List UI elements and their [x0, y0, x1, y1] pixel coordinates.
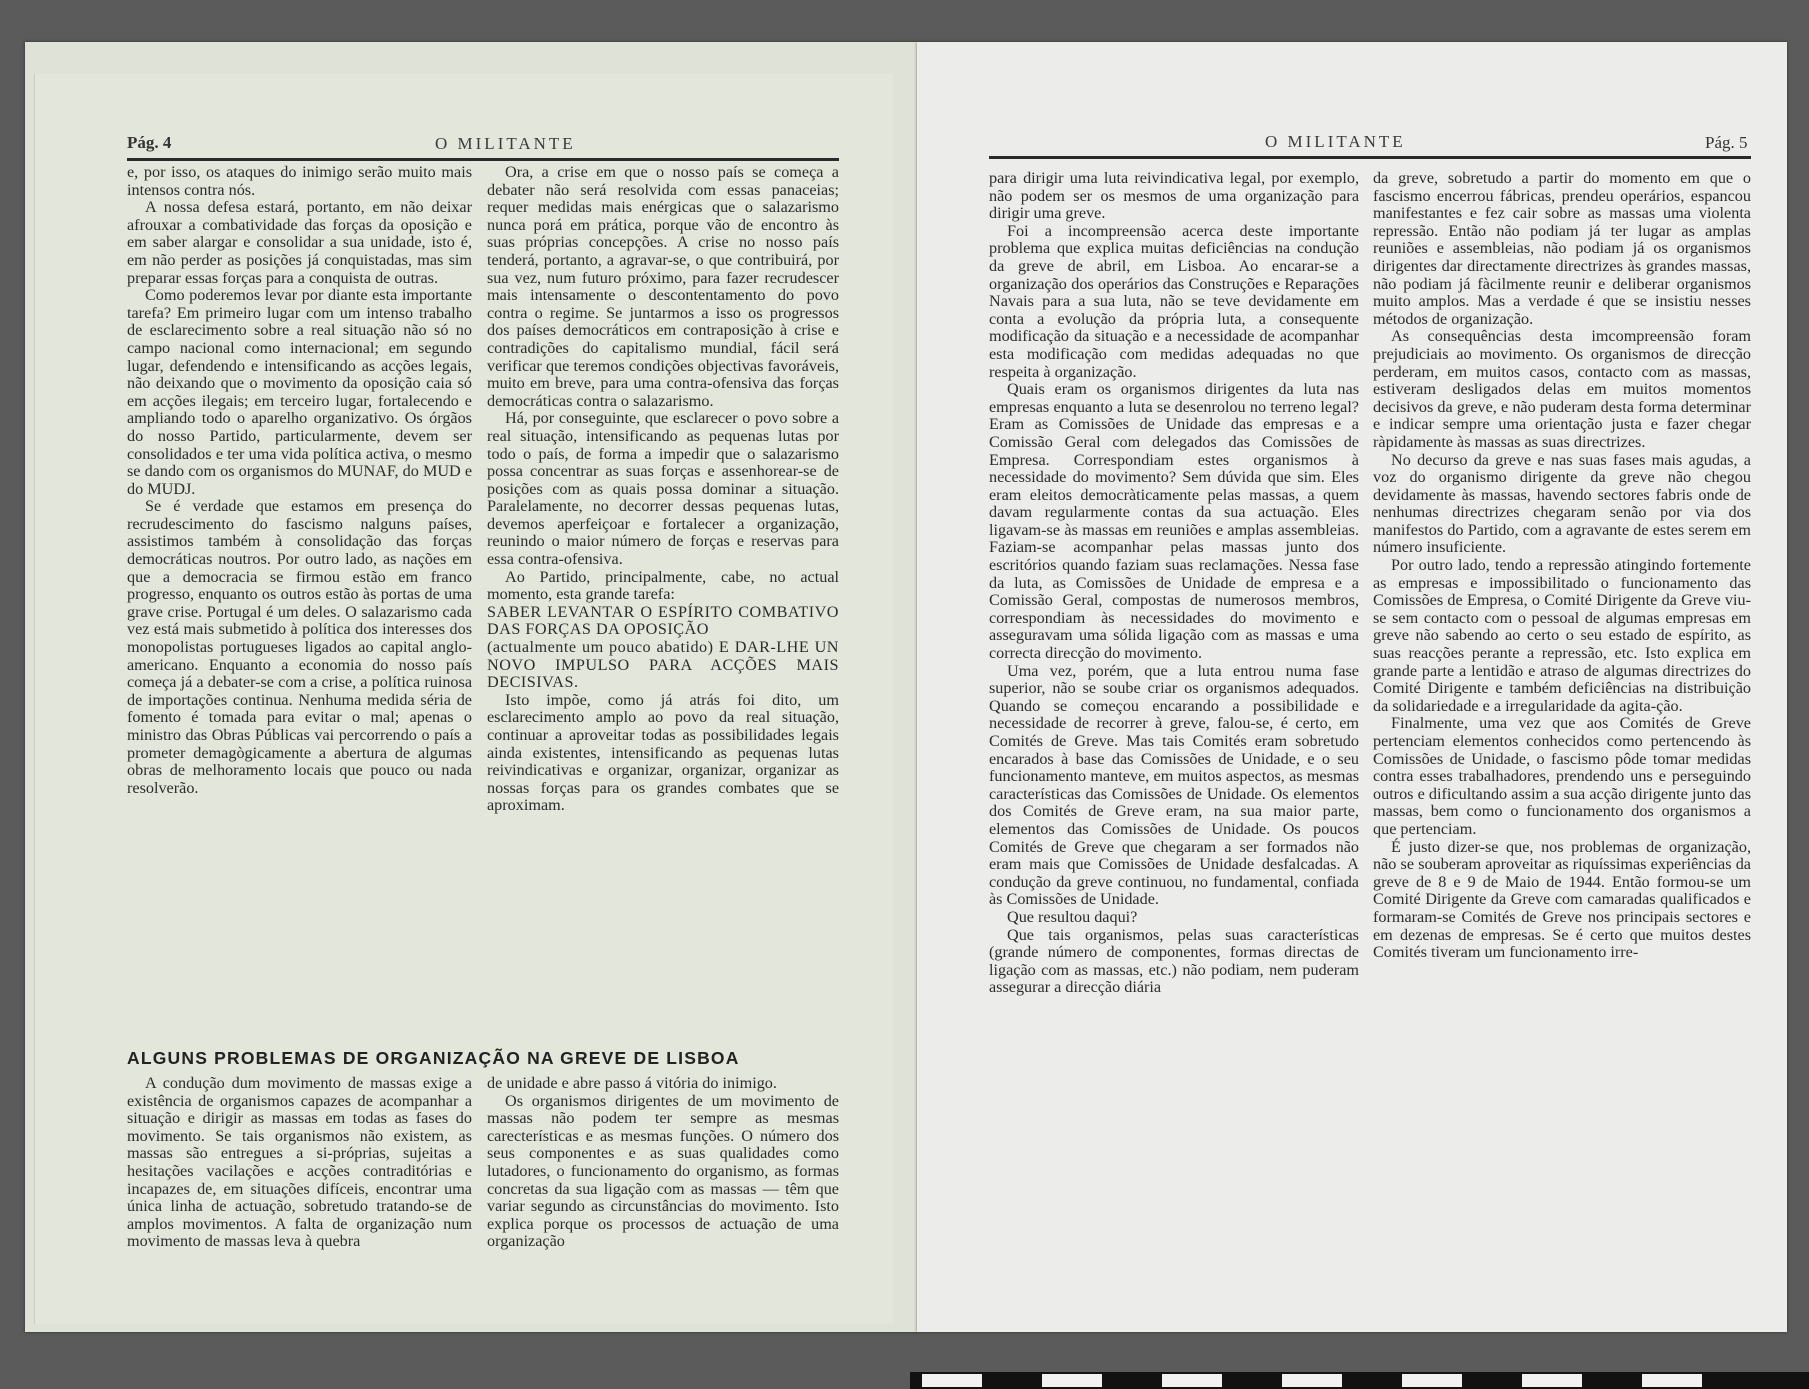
left-page-number: Pág. 4 — [127, 133, 172, 152]
paragraph: A nossa defesa estará, portanto, em não deixar afrouxar a combatividade das forças da oposição e em saber alargar e consolidar a sua unidade, isto é, em não perder as posições já conquistadas, mas sim preparar essas forças para a conquista de outras. — [127, 198, 472, 287]
left-header-rule — [127, 158, 839, 161]
paragraph: No decurso da greve e nas suas fases mais agudas, a voz do organismo dirigente da greve não chegou devidamente às massas, havendo sectores fabris onde de nenhumas directrizes chegaram senão por via dos manifestos do Partido, com a agravante de estes serem em número insuficiente. — [1373, 450, 1751, 557]
scale-segment — [1522, 1374, 1582, 1387]
emphasis-slogan-continued: (actualmente um pouco abatido) E DAR-LHE UN NOVO IMPULSO PARA ACÇÕES MAIS DECISIVAS. — [487, 638, 839, 692]
article-headline: ALGUNS PROBLEMAS DE ORGANIZAÇÃO NA GREVE DE LISBOA — [127, 1048, 740, 1068]
left-page — [25, 42, 917, 1332]
paragraph: Isto impõe, como já atrás foi dito, um esclarecimento amplo ao povo da real situação, continuar a aproveitar todas as possibilidades legais ainda existentes, intensificando as pequenas lutas reivindicativas e organizar, organizar, organizar as nossas forças para os grandes combates que se aproximam. — [487, 690, 839, 815]
paragraph: para dirigir uma luta reivindicativa legal, por exemplo, não podem ser os mesmos de uma organização para dirigir uma greve. — [989, 169, 1359, 223]
scale-segment — [1282, 1374, 1342, 1387]
paragraph: Foi a incompreensão acerca deste importante problema que explica muitas deficiências na condução da greve de abril, em Lisboa. Ao encarar-se a organização dos operários das Construções e Reparações Navais para a sua luta, não se teve devidamente em conta a evolução da própria luta, a consequente modificação da situação e a necessidade de acompanhar esta modificação com medidas adequadas no que respeita à organização. — [989, 221, 1359, 381]
right-page — [917, 42, 1787, 1332]
paragraph: Ora, a crise em que o nosso país se começa a debater não será resolvida com essas panaceias; requer medidas mais enérgicas que o salazarismo nunca porá em prática, porque vão de encontro às suas próprias concepções. A crise no nosso país tenderá, portanto, a agravar-se, o que contribuirá, por sua vez, num futuro próximo, para fazer recrudescer mais intensamente o descontentamento do povo contra o regime. Se juntarmos a isso os progressos dos países democráticos em contraposição à crise e contradições do capitalismo mundial, fácil será verificar que teremos condições objectivas favoráveis, muito em breve, para uma contra-ofensiva das forças democráticas contra o salazarismo. — [487, 163, 839, 410]
right-page-number: Pág. 5 — [1705, 133, 1748, 152]
paragraph: Como poderemos levar por diante esta importante tarefa? Em primeiro lugar com um intenso trabalho de esclarecimento sobre a real situação não só no campo nacional como internacional; em segundo lugar, defendendo e intensificando as acções legais, não deixando que o movimento da oposição caia só em acções ilegais; em terceiro lugar, fortalecendo e ampliando todo o aparelho organizativo. Os órgãos do nosso Partido, particularmente, devem ser consolidados e ter uma vida política activa, o mesmo se dando com os organismos do MUNAF, do MUD e do MUDJ. — [127, 286, 472, 498]
left-column-4 — [487, 1075, 839, 1251]
paragraph: Há, por conseguinte, que esclarecer o povo sobre a real situação, intensificando as pequenas lutas por todo o país, de forma a impedir que o salazarismo possa concentrar as suas forças e assenhorear-se de posições com as quais possa dominar a situação. Paralelamente, no decorrer dessas pequenas lutas, devemos aperfeiçoar e fortalecer a organização, reunindo o maior número de forças e reservas para essa contra-ofensiva. — [487, 409, 839, 569]
left-column-3 — [127, 1075, 472, 1251]
paragraph: Quais eram os organismos dirigentes da luta nas empresas enquanto a luta se desenrolou no terreno legal? Eram as Comissões de Unidade das empresas e a Comissão Geral com delegados das Comissões de Empresa. Correspondiam estes organismos à necessidade do movimento? Sem dúvida que sim. Eles eram eleitos democràticamente pelas massas, a quem davam regularmente contas da sua actuação. Eles ligavam-se às massas em reuniões e amplas assembleias. Faziam-se acompanhar pelas massas junto dos escritórios quando faziam suas reclamações. Nessa fase da luta, as Comissões de Unidade de empresa e a Comissão Geral, compostas de numerosos membros, correspondiam às necessidades do movimento e asseguravam uma sólida ligação com as massas e uma correcta direcção do movimento. — [989, 380, 1359, 663]
paragraph: As consequências desta imcompreensão foram prejudiciais ao movimento. Os organismos de direcção perderam, em muitos casos, contacto com as massas, estiveram desligados delas em muitos momentos decisivos da greve, e não puderam desta forma determinar e indicar sempre uma orientação justa e fazer chegar ràpidamente às massas as suas directrizes. — [1373, 327, 1751, 451]
scan-scale-bar — [910, 1372, 1809, 1389]
right-column-2 — [1373, 170, 1751, 962]
paragraph: Que resultou daqui? — [1007, 907, 1138, 926]
paragraph: Uma vez, porém, que a luta entrou numa fase superior, não se soube criar os organismos adequados. Quando se começou encarando a possibilidade e necessidade de recorrer à greve, falou-se, é certo, em Comités de Greve. Mas tais Comités eram sobretudo encarados à base das Comissões de Unidade, e o seu funcionamento manteve, em muitos aspectos, as mesmas características das Comissões de Unidade. Os elementos dos Comités de Greve eram, na sua maior parte, elementos das Comissões de Unidade. Os poucos Comités de Greve que chegaram a ser formados não eram mais que Comissões de Unidade desfalcadas. A condução da greve continuou, no fundamental, confiada às Comissões de Unidade. — [989, 661, 1359, 909]
left-column-2 — [487, 164, 839, 815]
scale-segment — [1042, 1374, 1102, 1387]
paragraph: Se é verdade que estamos em presença do recrudescimento do fascismo nalguns países, assistimos também à consolidação das forças democráticas noutros. Por outro lado, as nações em que a democracia se firmou estão em franco progresso, enquanto os outros estão às portas de uma grave crise. Portugal é um deles. O salazarismo cada vez está mais submetido à política dos interesses dos monopolistas portugueses ligados ao capital anglo-americano. Enquanto a economia do nosso país começa já a debater-se com a crise, a política ruinosa de importações continua. Nenhuma medida séria de fomento é tomada para evitar o mal; apenas o ministro das Obras Públicas vai percorrendo o país a prometer demagògicamente a abertura de algumas obras de melhoramento locais que pouco ou nada resolverão. — [127, 497, 472, 797]
right-header-rule — [989, 156, 1751, 159]
scale-segment — [1162, 1374, 1222, 1387]
paragraph: e, por isso, os ataques do inimigo serão muito mais intensos contra nós. — [127, 163, 472, 199]
scale-segment — [922, 1374, 982, 1387]
paragraph: Finalmente, uma vez que aos Comités de Greve pertenciam elementos conhecidos como pertencendo às Comissões de Unidade, o fascismo pôde tomar medidas contra esses trabalhadores, prendendo uns e perseguindo outros e dificultando assim a sua acção dirigente junto das massas, bem como o funcionamento dos organismos a que pertenciam. — [1373, 714, 1751, 838]
left-masthead: O MILITANTE — [435, 134, 576, 153]
paragraph: Os organismos dirigentes de um movimento de massas não podem ter sempre as mesmas carecterísticas e as mesmas funções. O número dos seus componentes e as suas qualidades como lutadores, o funcionamento do organismo, as formas concretas da sua ligação com as massas — têm que variar segundo as circunstâncias do movimento. Isto explica porque os processos de actuação de uma organização — [487, 1091, 839, 1251]
paragraph: É justo dizer-se que, nos problemas de organização, não se souberam aproveitar as riquíssimas experiências da greve de 8 e 9 de Maio de 1944. Então formou-se um Comité Dirigente da Greve com camaradas qualificados e formaram-se Comités de Greve nos principais sectores e em dezenas de empresas. Se é certo que muitos destes Comités tiveram um funcionamento irre- — [1373, 837, 1751, 962]
paragraph: de unidade e abre passo á vitória do inimigo. — [487, 1074, 777, 1092]
left-column-1 — [127, 164, 472, 797]
paragraph: da greve, sobretudo a partir do momento em que o fascismo encerrou fábricas, prendeu operários, espancou manifestantes e fez cair sobre as massas uma violenta repressão. Então não podiam já ter lugar as amplas reuniões e assembleias, não podiam já os organismos dirigentes dar directamente directrizes às grandes massas, não podiam já fàcilmente reunir e deliberar organismos muito amplos. Mas a verdade é que se insistiu nesses métodos de organização. — [1373, 169, 1751, 328]
scale-segment — [1642, 1374, 1702, 1387]
right-masthead: O MILITANTE — [1265, 132, 1406, 151]
paragraph: Que tais organismos, pelas suas características (grande número de componentes, formas directas de ligação com as massas, etc.) não podiam, nem puderam assegurar a direcção diária — [989, 925, 1359, 997]
left-page-paper — [34, 74, 893, 1324]
paragraph: Por outro lado, tendo a repressão atingindo fortemente as empresas e impossibilitado o funcionamento das Comissões de Empresa, o Comité Dirigente da Greve viu-se sem contacto com o pessoal de algumas empresas em greve não sabendo ao certo o seu estado de espírito, as suas reacções perante a repressão, etc. Isto explica em grande parte a lentidão e atraso de algumas directrizes do Comité Dirigente e também deficiências na distribuição da solidariedade e a irregularidade da agita-ção. — [1373, 556, 1751, 715]
scale-segment — [1402, 1374, 1462, 1387]
paragraph: Ao Partido, principalmente, cabe, no actual momento, esta grande tarefa: — [487, 567, 839, 604]
emphasis-slogan: SABER LEVANTAR O ESPÍRITO COMBATIVO DAS FORÇAS DA OPOSIÇÃO — [487, 602, 839, 639]
paragraph: A condução dum movimento de massas exige a existência de organismos capazes de acompanhar a situação e dirigir as massas em todas as fases do movimento. Se tais organismos não existem, as massas são entregues a si-próprias, sujeitas a hesitações vacilações e acções contraditórias e incapazes de, em situações difíceis, encontrar uma única linha de actuação, sobretudo tratando-se de amplos movimentos. A falta de organização num movimento de massas leva à quebra — [127, 1074, 472, 1251]
right-column-1 — [989, 170, 1359, 997]
